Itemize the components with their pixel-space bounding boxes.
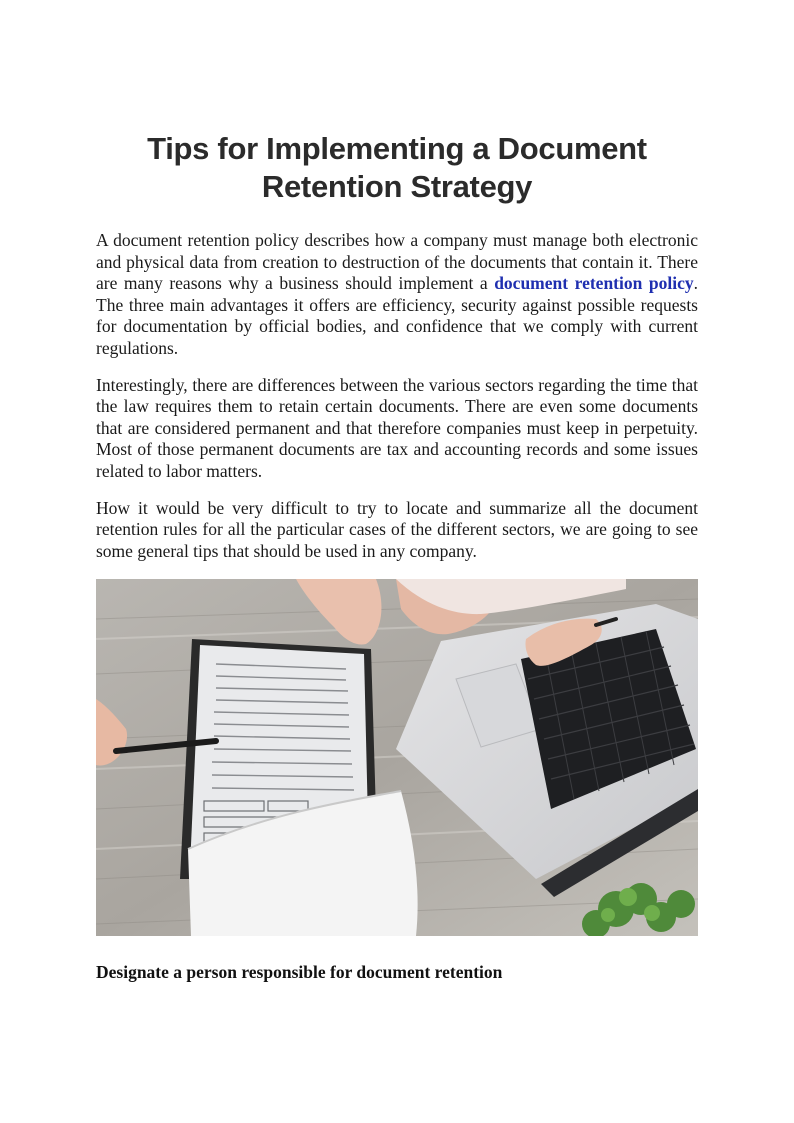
tips-paragraph: How it would be very difficult to try to locate and summarize all the document retention rules for all the particular cases of the different sectors, we are going to see some general tips that should be used in any company. [96,497,698,561]
section-heading-designate-person: Designate a person responsible for document retention [96,962,503,983]
office-desk-photo [96,579,698,936]
document-retention-policy-link[interactable]: document retention policy [494,273,694,294]
document-page [96,0,698,983]
title-line-1: Tips for Implementing a Document [147,131,647,166]
document-title [96,130,698,206]
intro-text-start: A document retention policy describes how a company must manage both electronic and physical data from creation to destruction of the documents that contain it. There are many reasons why a business should implement a [96,230,698,294]
sectors-paragraph: Interestingly, there are differences between the various sectors regarding the time that the law requires them to retain certain documents. There are even some documents that are considered permanent and that therefore companies must keep in perpetuity. Most of those permanent documents are tax and accounting records and some issues related to labor matters. [96,374,698,481]
title-line-2: Retention Strategy [261,169,533,204]
intro-paragraph [96,230,698,360]
intro-text-end: . The three main advantages it offers are efficiency, security against possible requests for documentation by official bodies, and confidence that we comply with current regulations. [96,273,698,358]
